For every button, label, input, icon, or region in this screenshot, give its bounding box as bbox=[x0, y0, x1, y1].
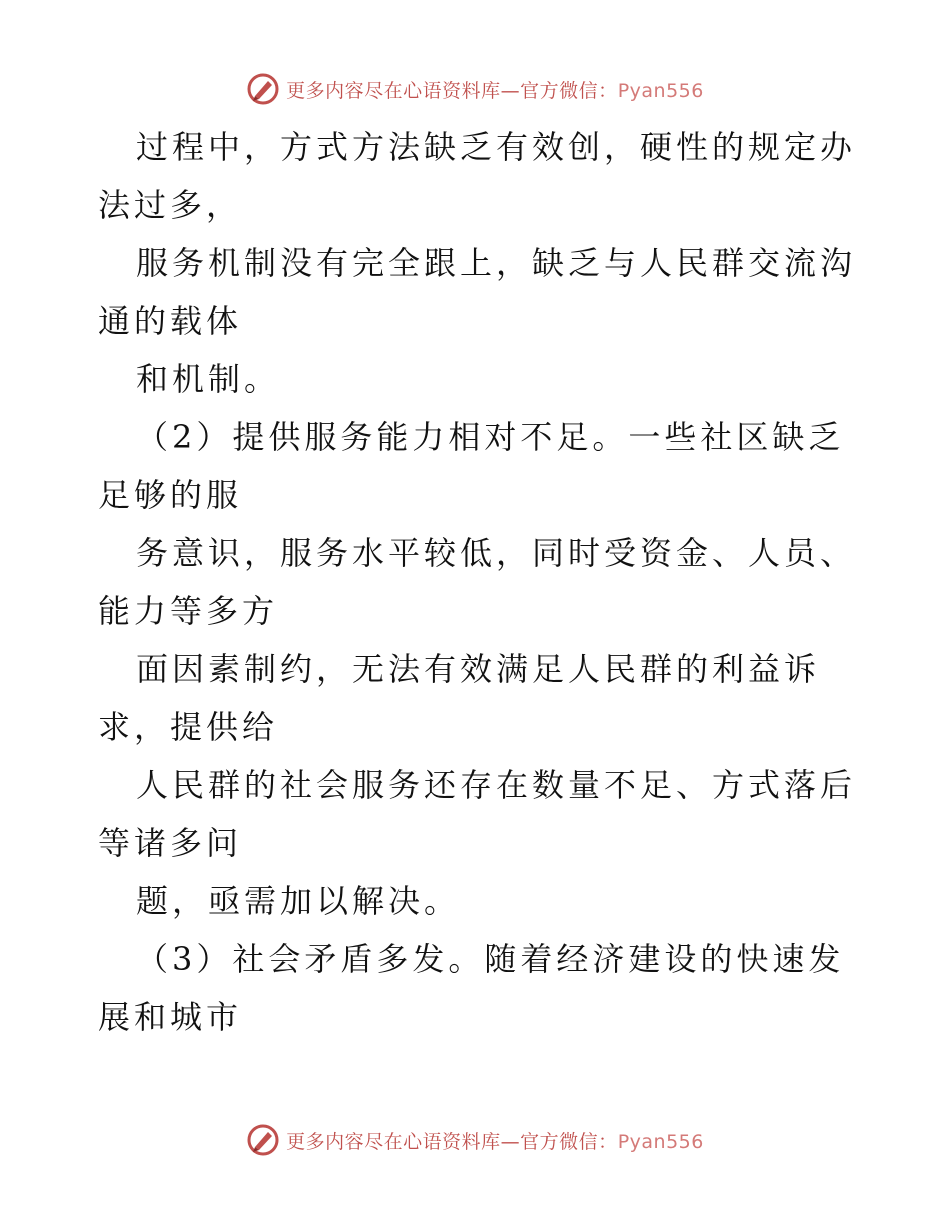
paragraph: 人民群的社会服务还存在数量不足、方式落后等诸多问 bbox=[98, 766, 857, 862]
header-watermark bbox=[0, 72, 950, 106]
paragraph: 和机制。 bbox=[136, 360, 281, 398]
footer-watermark-text bbox=[286, 1127, 704, 1154]
paragraph: 服务机制没有完全跟上，缺乏与人民群交流沟通的载体 bbox=[98, 244, 857, 340]
document-body bbox=[98, 118, 858, 1046]
watermark-cn2: 官方微信： bbox=[520, 79, 618, 102]
footer-watermark bbox=[0, 1123, 950, 1157]
paragraph: 过程中，方式方法缺乏有效创，硬性的规定办法过多， bbox=[98, 128, 857, 224]
watermark-dash: — bbox=[500, 79, 521, 102]
watermark-wechat-id: Pyan556 bbox=[617, 1130, 704, 1153]
watermark-cn2: 官方微信： bbox=[520, 1130, 618, 1153]
watermark-cn: 更多内容尽在心语资料库 bbox=[286, 79, 501, 102]
paragraph: 题，亟需加以解决。 bbox=[136, 882, 461, 920]
pen-logo-icon bbox=[246, 1123, 280, 1157]
paragraph: 务意识，服务水平较低，同时受资金、人员、能力等多方 bbox=[98, 534, 857, 630]
paragraph: （2）提供服务能力相对不足。一些社区缺乏足够的服 bbox=[98, 418, 845, 514]
watermark-wechat-id: Pyan556 bbox=[617, 79, 704, 102]
watermark-cn: 更多内容尽在心语资料库 bbox=[286, 1130, 501, 1153]
paragraph: 面因素制约，无法有效满足人民群的利益诉求，提供给 bbox=[98, 650, 821, 746]
paragraph: （3）社会矛盾多发。随着经济建设的快速发展和城市 bbox=[98, 940, 845, 1036]
header-watermark-text bbox=[286, 76, 704, 103]
pen-logo-icon bbox=[246, 72, 280, 106]
watermark-dash: — bbox=[500, 1130, 521, 1153]
